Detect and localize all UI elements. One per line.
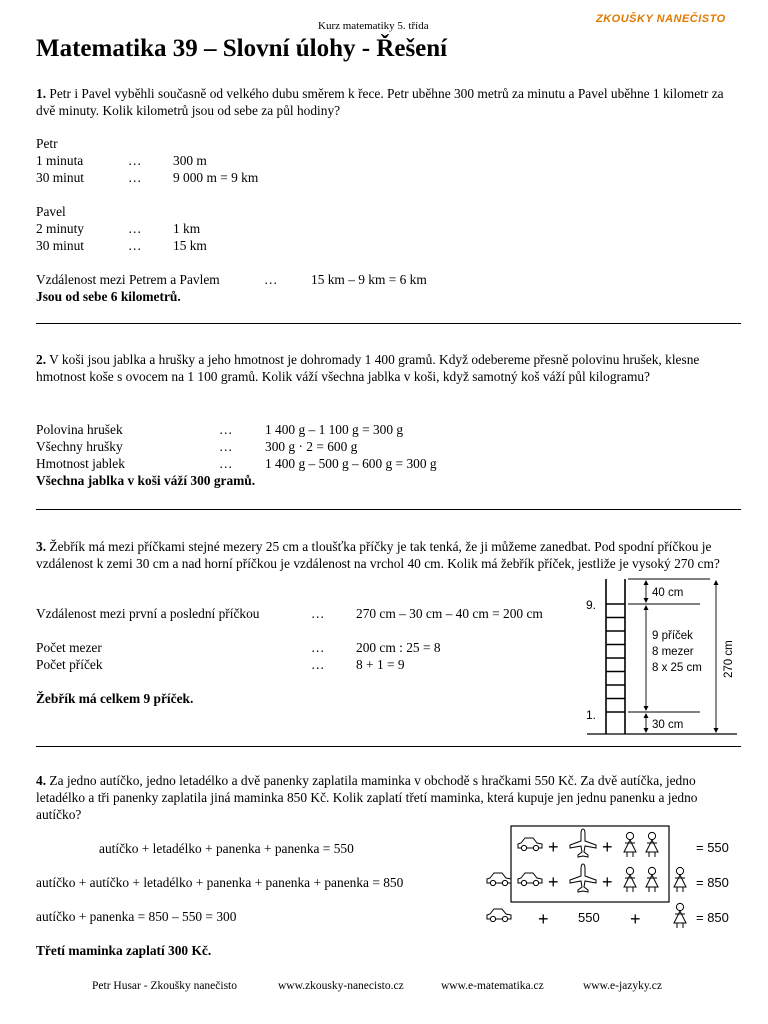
footer-link[interactable]: www.e-matematika.cz	[441, 980, 544, 992]
plus-sign: +	[538, 909, 549, 929]
calc-value: 9 000 m = 9 km	[173, 170, 259, 185]
bottom-dimension: 30 cm	[652, 719, 684, 731]
car-icon	[487, 873, 511, 886]
dots: …	[311, 606, 325, 621]
doll-icon	[646, 832, 658, 857]
plane-icon	[570, 829, 596, 857]
gap-count: 8 mezer	[652, 646, 694, 658]
calc-value: 270 cm – 30 cm – 40 cm = 200 cm	[356, 606, 543, 621]
problem-number: 1.	[36, 86, 47, 101]
calc-label: Všechny hrušky	[36, 439, 123, 454]
top-dimension: 40 cm	[652, 587, 684, 599]
calc-label: Počet mezer	[36, 640, 102, 655]
equation-1: autíčko + letadélko + panenka + panenka = 550	[99, 841, 354, 856]
problem-statement: Žebřík má mezi příčkami stejné mezery 25 cm a tloušťka příčky je tak tenká, že ji můžeme zanedbat. Pod spodní příčkou je vzdálenost k zemi 30 cm a nad horní příčkou je vzdálenost na vrchol 40 cm. Kolik má žebřík příček, jestliže je vysoký 270 cm?	[36, 539, 720, 571]
dots: …	[219, 422, 233, 437]
calc-value: 300 g · 2 = 600 g	[265, 439, 358, 454]
doll-icon	[624, 832, 636, 857]
calc-label: 2 minuty	[36, 221, 84, 236]
doll-icon	[674, 867, 686, 892]
footer-link[interactable]: www.e-jazyky.cz	[583, 980, 662, 992]
calc-value: 300 m	[173, 153, 207, 168]
problem-2-text	[36, 351, 736, 385]
car-icon	[518, 838, 542, 851]
calc-value: 8 + 1 = 9	[356, 657, 405, 672]
dots: …	[128, 153, 142, 168]
plus-sign: +	[630, 909, 641, 929]
dots: …	[219, 439, 233, 454]
dots: …	[219, 456, 233, 471]
problem-statement: Za jedno autíčko, jedno letadélko a dvě panenky zaplatila maminka v obchodě s hračkami 550 Kč. Za dvě autíčka, jedno letadélko a tři panenky zaplatila jiná maminka 850 Kč. Kolik zaplatí třetí maminka, která kupuje jen jednu panenku a jedno autíčko?	[36, 773, 698, 822]
dots: …	[128, 221, 142, 236]
equation-3: autíčko + panenka = 850 – 550 = 300	[36, 909, 237, 924]
result-850: = 850	[696, 875, 729, 890]
calc-label: Vzdálenost mezi první a poslední příčkou	[36, 606, 260, 621]
dots: …	[128, 238, 142, 253]
problem-3-text	[36, 538, 736, 572]
plus-sign: +	[548, 872, 559, 892]
problem-1-text	[36, 85, 736, 119]
calc-label: 30 minut	[36, 238, 84, 253]
calc-label: Hmotnost jablek	[36, 456, 125, 471]
calc-value: 15 km	[173, 238, 207, 253]
petr-label: Petr	[36, 136, 58, 151]
answer: Všechna jablka v koši váží 300 gramů.	[36, 473, 256, 488]
divider	[36, 746, 741, 747]
rung-count: 9 příček	[652, 630, 693, 642]
plus-sign: +	[548, 837, 559, 857]
calc-label: Počet příček	[36, 657, 103, 672]
plane-icon	[570, 864, 596, 892]
dots: …	[264, 272, 278, 287]
dots: …	[311, 640, 325, 655]
pavel-label: Pavel	[36, 204, 66, 219]
calc-label: Vzdálenost mezi Petrem a Pavlem	[36, 272, 220, 287]
result-850: = 850	[696, 910, 729, 925]
divider	[36, 509, 741, 510]
problem-statement: V koši jsou jablka a hrušky a jeho hmotnost je dohromady 1 400 gramů. Když odebereme přesně polovinu hrušek, klesne hmotnost koše s ovocem na 1 100 gramů. Kolik váží všechna jablka v koši, když samotný koš váží půl kilogramu?	[36, 352, 700, 384]
car-icon	[487, 909, 511, 922]
plus-sign: +	[602, 872, 613, 892]
page-title: Matematika 39 – Slovní úlohy - Řešení	[36, 35, 448, 62]
footer-link[interactable]: www.zkousky-nanecisto.cz	[278, 980, 404, 992]
calc-value: 1 km	[173, 221, 201, 236]
doll-icon	[674, 903, 686, 928]
logo: ZKOUŠKY NANEČISTO	[596, 13, 726, 25]
problem-4-text	[36, 772, 736, 823]
car-icon	[518, 873, 542, 886]
gap-length: 8 x 25 cm	[652, 662, 702, 674]
ladder-top-label: 9.	[586, 598, 597, 612]
problem-statement: Petr i Pavel vyběhli současně od velkého dubu směrem k řece. Petr uběhne 300 metrů za minutu a Pavel uběhne 1 kilometr za dvě minuty. Kolik kilometrů jsou od sebe za půl hodiny?	[36, 86, 724, 118]
result-550: = 550	[696, 840, 729, 855]
plus-sign: +	[602, 837, 613, 857]
answer: Třetí maminka zaplatí 300 Kč.	[36, 943, 212, 958]
mid-550: 550	[578, 910, 600, 925]
doll-icon	[646, 867, 658, 892]
height-dimension: 270 cm	[723, 640, 735, 678]
course-label: Kurz matematiky 5. třída	[318, 20, 429, 32]
calc-value: 1 400 g – 500 g – 600 g = 300 g	[265, 456, 437, 471]
calc-label: Polovina hrušek	[36, 422, 123, 437]
calc-value: 15 km – 9 km = 6 km	[311, 272, 427, 287]
dots: …	[128, 170, 142, 185]
problem-number: 3.	[36, 539, 47, 554]
toys-figure	[484, 823, 744, 935]
problem-number: 2.	[36, 352, 47, 367]
doll-icon	[624, 867, 636, 892]
answer: Žebřík má celkem 9 příček.	[36, 691, 194, 706]
divider	[36, 323, 741, 324]
answer: Jsou od sebe 6 kilometrů.	[36, 289, 181, 304]
ladder-bottom-label: 1.	[586, 708, 597, 722]
ladder-figure	[582, 574, 742, 744]
calc-label: 1 minuta	[36, 153, 84, 168]
calc-label: 30 minut	[36, 170, 84, 185]
footer-author: Petr Husar - Zkoušky nanečisto	[92, 980, 237, 992]
calc-value: 1 400 g – 1 100 g = 300 g	[265, 422, 404, 437]
dots: …	[311, 657, 325, 672]
calc-value: 200 cm : 25 = 8	[356, 640, 441, 655]
problem-number: 4.	[36, 773, 47, 788]
equation-2: autíčko + autíčko + letadélko + panenka + panenka + panenka = 850	[36, 875, 404, 890]
